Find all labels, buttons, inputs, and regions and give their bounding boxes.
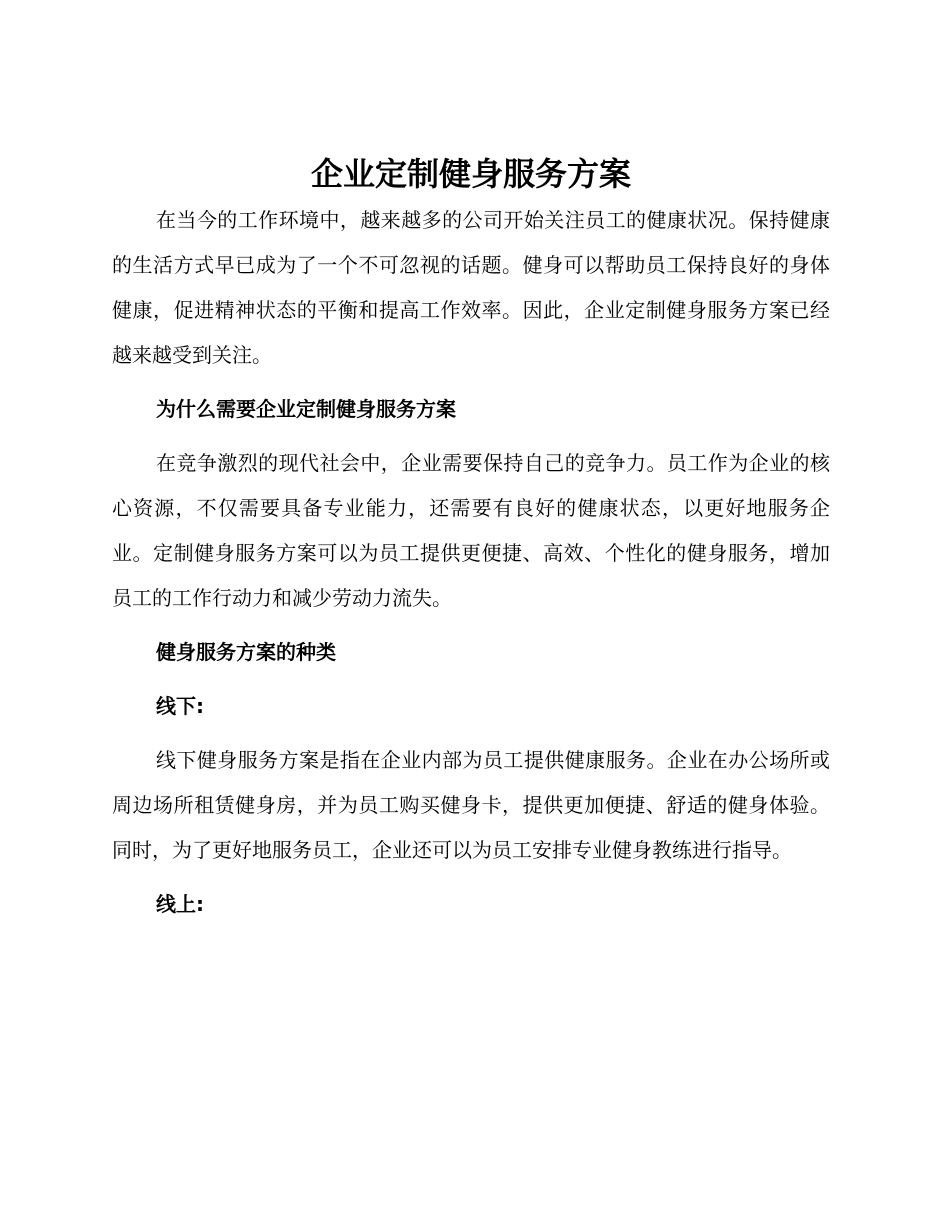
subheading-online: 线上: — [156, 892, 204, 916]
section-body-why: 在竞争激烈的现代社会中，企业需要保持自己的竞争力。员工作为企业的核心资源，不仅需要具备专业能力，还需要有良好的健康状态，以更好地服务企业。定制健身服务方案可以为员工提供更便捷、高效、个性化的健身服务，增加员工的工作行动力和减少劳动力流失。 — [112, 451, 830, 610]
spacer — [112, 621, 830, 630]
spacer — [112, 432, 830, 441]
intro-paragraph: 在当今的工作环境中，越来越多的公司开始关注员工的健康状况。保持健康的生活方式早已成为了一个不可忽视的话题。健身可以帮助员工保持良好的身体健康，促进精神状态的平衡和提高工作效率。因此，企业定制健身服务方案已经越来越受到关注。 — [112, 208, 830, 367]
spacer — [112, 675, 830, 684]
section-heading-types: 健身服务方案的种类 — [156, 640, 336, 664]
spacer — [112, 873, 830, 882]
document-title: 企业定制健身服务方案 — [310, 155, 631, 193]
section-heading-why: 为什么需要企业定制健身服务方案 — [156, 397, 456, 421]
offline-paragraph: 线下健身服务方案是指在企业内部为员工提供健康服务。企业在办公场所或周边场所租赁健身房，并为员工购买健身卡，提供更加便捷、舒适的健身体验。同时，为了更好地服务员工，企业还可以为员工安排专业健身教练进行指导。 — [112, 748, 830, 862]
spacer — [112, 729, 830, 738]
subheading-offline: 线下: — [156, 694, 204, 718]
document-page — [112, 150, 830, 927]
spacer — [112, 378, 830, 387]
